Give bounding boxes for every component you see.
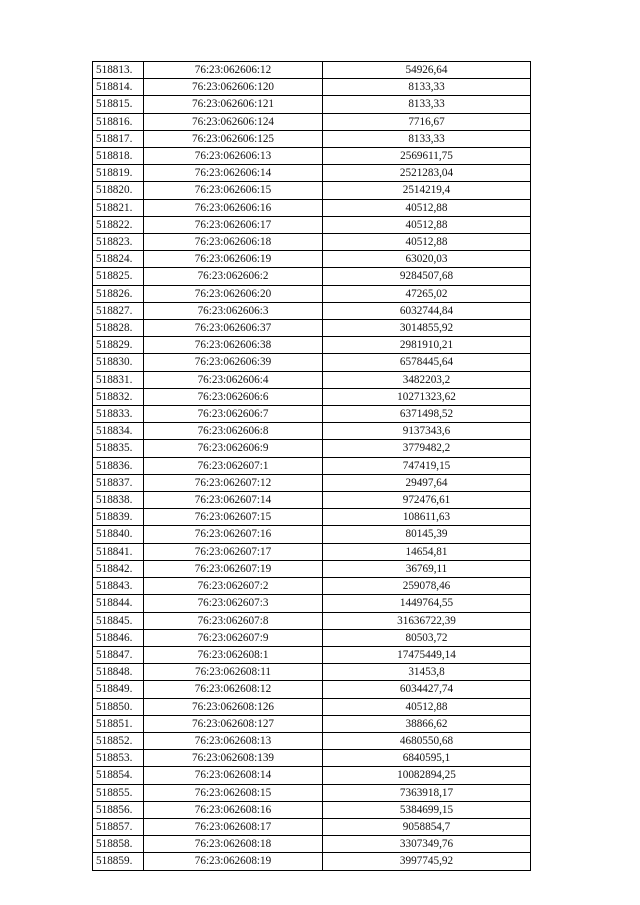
cadastral-value-cell: 36769,11 (323, 560, 531, 577)
row-number-cell: 518828. (93, 320, 144, 337)
cadastral-number-cell: 76:23:062608:1 (144, 646, 323, 663)
cadastral-number-cell: 76:23:062606:125 (144, 130, 323, 147)
table-row (93, 698, 531, 715)
row-number-cell: 518840. (93, 526, 144, 543)
table-row (93, 818, 531, 835)
table-row (93, 148, 531, 165)
cadastral-value-cell: 29497,64 (323, 474, 531, 491)
row-number-cell: 518824. (93, 251, 144, 268)
row-number-cell: 518846. (93, 629, 144, 646)
row-number-cell: 518838. (93, 492, 144, 509)
row-number-cell: 518850. (93, 698, 144, 715)
row-number-cell: 518829. (93, 337, 144, 354)
cadastral-number-cell: 76:23:062607:9 (144, 629, 323, 646)
cadastral-value-cell: 31453,8 (323, 664, 531, 681)
cadastral-number-cell: 76:23:062606:20 (144, 285, 323, 302)
row-number-cell: 518853. (93, 750, 144, 767)
table-row (93, 767, 531, 784)
cadastral-value-cell: 6371498,52 (323, 406, 531, 423)
cadastral-number-cell: 76:23:062606:16 (144, 199, 323, 216)
table-row (93, 801, 531, 818)
cadastral-number-cell: 76:23:062606:37 (144, 320, 323, 337)
table-row (93, 320, 531, 337)
table-row (93, 732, 531, 749)
cadastral-number-cell: 76:23:062608:139 (144, 750, 323, 767)
cadastral-number-cell: 76:23:062606:120 (144, 79, 323, 96)
row-number-cell: 518835. (93, 440, 144, 457)
row-number-cell: 518823. (93, 234, 144, 251)
table-row (93, 302, 531, 319)
row-number-cell: 518845. (93, 612, 144, 629)
table-row (93, 113, 531, 130)
row-number-cell: 518820. (93, 182, 144, 199)
row-number-cell: 518854. (93, 767, 144, 784)
cadastral-number-cell: 76:23:062606:39 (144, 354, 323, 371)
cadastral-number-cell: 76:23:062607:3 (144, 595, 323, 612)
cadastral-number-cell: 76:23:062608:16 (144, 801, 323, 818)
table-row (93, 165, 531, 182)
cadastral-number-cell: 76:23:062607:8 (144, 612, 323, 629)
table-row (93, 216, 531, 233)
row-number-cell: 518844. (93, 595, 144, 612)
table-row (93, 492, 531, 509)
cadastral-number-cell: 76:23:062608:14 (144, 767, 323, 784)
row-number-cell: 518836. (93, 457, 144, 474)
cadastral-number-cell: 76:23:062606:12 (144, 62, 323, 79)
cadastral-value-cell: 14654,81 (323, 543, 531, 560)
row-number-cell: 518825. (93, 268, 144, 285)
row-number-cell: 518847. (93, 646, 144, 663)
cadastral-value-cell: 6032744,84 (323, 302, 531, 319)
row-number-cell: 518855. (93, 784, 144, 801)
cadastral-value-cell: 9284507,68 (323, 268, 531, 285)
cadastral-number-cell: 76:23:062607:2 (144, 578, 323, 595)
cadastral-number-cell: 76:23:062607:17 (144, 543, 323, 560)
table-row (93, 595, 531, 612)
table-row (93, 509, 531, 526)
row-number-cell: 518819. (93, 165, 144, 182)
cadastral-value-cell: 747419,15 (323, 457, 531, 474)
cadastral-value-cell: 3014855,92 (323, 320, 531, 337)
row-number-cell: 518817. (93, 130, 144, 147)
table-row (93, 79, 531, 96)
cadastral-number-cell: 76:23:062606:3 (144, 302, 323, 319)
row-number-cell: 518858. (93, 836, 144, 853)
table-row (93, 750, 531, 767)
cadastral-value-cell: 1449764,55 (323, 595, 531, 612)
row-number-cell: 518839. (93, 509, 144, 526)
cadastral-value-cell: 54926,64 (323, 62, 531, 79)
cadastral-number-cell: 76:23:062608:17 (144, 818, 323, 835)
cadastral-number-cell: 76:23:062606:7 (144, 406, 323, 423)
cadastral-number-cell: 76:23:062608:15 (144, 784, 323, 801)
row-number-cell: 518814. (93, 79, 144, 96)
cadastral-number-cell: 76:23:062606:9 (144, 440, 323, 457)
cadastral-number-cell: 76:23:062608:18 (144, 836, 323, 853)
cadastral-number-cell: 76:23:062607:16 (144, 526, 323, 543)
table-row (93, 646, 531, 663)
cadastral-value-cell: 3482203,2 (323, 371, 531, 388)
table-row (93, 681, 531, 698)
table-row (93, 664, 531, 681)
row-number-cell: 518821. (93, 199, 144, 216)
row-number-cell: 518848. (93, 664, 144, 681)
cadastral-value-cell: 38866,62 (323, 715, 531, 732)
table-row (93, 388, 531, 405)
cadastral-value-cell: 31636722,39 (323, 612, 531, 629)
row-number-cell: 518857. (93, 818, 144, 835)
table-row (93, 526, 531, 543)
cadastral-number-cell: 76:23:062606:18 (144, 234, 323, 251)
cadastral-value-cell: 10271323,62 (323, 388, 531, 405)
cadastral-value-cell: 2521283,04 (323, 165, 531, 182)
cadastral-value-cell: 17475449,14 (323, 646, 531, 663)
cadastral-value-cell: 2981910,21 (323, 337, 531, 354)
cadastral-value-cell: 2514219,4 (323, 182, 531, 199)
table-row (93, 836, 531, 853)
cadastral-number-cell: 76:23:062608:126 (144, 698, 323, 715)
row-number-cell: 518837. (93, 474, 144, 491)
cadastral-number-cell: 76:23:062606:8 (144, 423, 323, 440)
row-number-cell: 518852. (93, 732, 144, 749)
table-row (93, 423, 531, 440)
cadastral-value-cell: 108611,63 (323, 509, 531, 526)
cadastral-value-cell: 4680550,68 (323, 732, 531, 749)
cadastral-value-table (92, 61, 531, 871)
row-number-cell: 518831. (93, 371, 144, 388)
cadastral-value-cell: 80145,39 (323, 526, 531, 543)
row-number-cell: 518833. (93, 406, 144, 423)
table-row (93, 251, 531, 268)
cadastral-number-cell: 76:23:062608:127 (144, 715, 323, 732)
cadastral-value-cell: 6840595,1 (323, 750, 531, 767)
table-row (93, 371, 531, 388)
cadastral-value-cell: 8133,33 (323, 79, 531, 96)
cadastral-value-cell: 9058854,7 (323, 818, 531, 835)
row-number-cell: 518842. (93, 560, 144, 577)
table-row (93, 406, 531, 423)
row-number-cell: 518826. (93, 285, 144, 302)
table-row (93, 578, 531, 595)
row-number-cell: 518843. (93, 578, 144, 595)
cadastral-value-cell: 40512,88 (323, 199, 531, 216)
table-row (93, 354, 531, 371)
row-number-cell: 518827. (93, 302, 144, 319)
cadastral-value-cell: 10082894,25 (323, 767, 531, 784)
table-row (93, 629, 531, 646)
row-number-cell: 518830. (93, 354, 144, 371)
table-row (93, 199, 531, 216)
cadastral-value-cell: 47265,02 (323, 285, 531, 302)
cadastral-number-cell: 76:23:062606:121 (144, 96, 323, 113)
table-row (93, 337, 531, 354)
cadastral-number-cell: 76:23:062607:14 (144, 492, 323, 509)
cadastral-number-cell: 76:23:062607:19 (144, 560, 323, 577)
table-row (93, 612, 531, 629)
row-number-cell: 518815. (93, 96, 144, 113)
cadastral-value-cell: 40512,88 (323, 216, 531, 233)
table-row (93, 268, 531, 285)
table-row (93, 234, 531, 251)
table-body (93, 62, 531, 871)
row-number-cell: 518834. (93, 423, 144, 440)
table-row (93, 715, 531, 732)
cadastral-number-cell: 76:23:062608:19 (144, 853, 323, 870)
cadastral-number-cell: 76:23:062606:4 (144, 371, 323, 388)
cadastral-number-cell: 76:23:062606:17 (144, 216, 323, 233)
cadastral-number-cell: 76:23:062608:12 (144, 681, 323, 698)
table-row (93, 440, 531, 457)
cadastral-value-cell: 3779482,2 (323, 440, 531, 457)
cadastral-number-cell: 76:23:062606:13 (144, 148, 323, 165)
cadastral-number-cell: 76:23:062606:14 (144, 165, 323, 182)
cadastral-value-cell: 5384699,15 (323, 801, 531, 818)
cadastral-number-cell: 76:23:062606:15 (144, 182, 323, 199)
cadastral-value-cell: 8133,33 (323, 96, 531, 113)
row-number-cell: 518859. (93, 853, 144, 870)
cadastral-number-cell: 76:23:062607:12 (144, 474, 323, 491)
cadastral-value-cell: 40512,88 (323, 698, 531, 715)
table-row (93, 474, 531, 491)
table-row (93, 285, 531, 302)
row-number-cell: 518851. (93, 715, 144, 732)
cadastral-value-cell: 972476,61 (323, 492, 531, 509)
row-number-cell: 518849. (93, 681, 144, 698)
cadastral-value-cell: 2569611,75 (323, 148, 531, 165)
cadastral-number-cell: 76:23:062608:13 (144, 732, 323, 749)
table-row (93, 853, 531, 870)
table-row (93, 543, 531, 560)
table-row (93, 457, 531, 474)
cadastral-number-cell: 76:23:062606:6 (144, 388, 323, 405)
row-number-cell: 518813. (93, 62, 144, 79)
table-row (93, 96, 531, 113)
row-number-cell: 518822. (93, 216, 144, 233)
cadastral-number-cell: 76:23:062607:15 (144, 509, 323, 526)
row-number-cell: 518816. (93, 113, 144, 130)
table-row (93, 130, 531, 147)
cadastral-value-cell: 3997745,92 (323, 853, 531, 870)
cadastral-value-cell: 6578445,64 (323, 354, 531, 371)
cadastral-value-cell: 8133,33 (323, 130, 531, 147)
cadastral-value-cell: 63020,03 (323, 251, 531, 268)
cadastral-value-cell: 7363918,17 (323, 784, 531, 801)
cadastral-value-cell: 80503,72 (323, 629, 531, 646)
row-number-cell: 518841. (93, 543, 144, 560)
cadastral-value-cell: 6034427,74 (323, 681, 531, 698)
cadastral-value-cell: 259078,46 (323, 578, 531, 595)
cadastral-number-cell: 76:23:062607:1 (144, 457, 323, 474)
row-number-cell: 518856. (93, 801, 144, 818)
table-row (93, 62, 531, 79)
cadastral-number-cell: 76:23:062606:38 (144, 337, 323, 354)
cadastral-value-cell: 9137343,6 (323, 423, 531, 440)
cadastral-value-cell: 40512,88 (323, 234, 531, 251)
row-number-cell: 518818. (93, 148, 144, 165)
cadastral-value-cell: 7716,67 (323, 113, 531, 130)
cadastral-number-cell: 76:23:062608:11 (144, 664, 323, 681)
row-number-cell: 518832. (93, 388, 144, 405)
table-row (93, 182, 531, 199)
cadastral-number-cell: 76:23:062606:2 (144, 268, 323, 285)
cadastral-value-cell: 3307349,76 (323, 836, 531, 853)
table-row (93, 560, 531, 577)
table-row (93, 784, 531, 801)
cadastral-number-cell: 76:23:062606:19 (144, 251, 323, 268)
cadastral-number-cell: 76:23:062606:124 (144, 113, 323, 130)
